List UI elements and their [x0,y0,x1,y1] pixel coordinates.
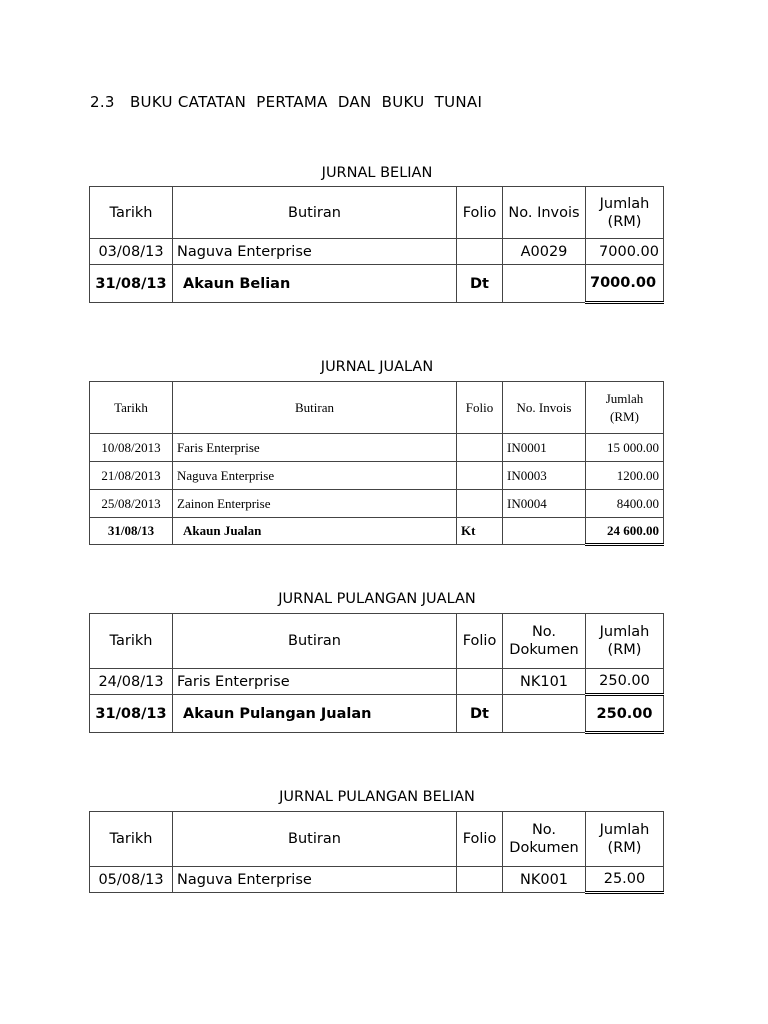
header-tarikh: Tarikh [90,614,173,669]
header-jumlah: Jumlah (RM) [586,812,664,867]
cell-butiran: Naguva Enterprise [173,867,457,893]
header-butiran: Butiran [173,382,457,434]
cell-folio [457,434,503,462]
cell-tarikh: 05/08/13 [90,867,173,893]
total-invois [503,265,586,303]
cell-jumlah: 250.00 [586,669,664,695]
cell-tarikh: 25/08/2013 [90,490,173,518]
total-tarikh: 31/08/13 [90,518,173,545]
total-row [90,695,664,733]
header-folio: Folio [457,614,503,669]
header-tarikh: Tarikh [90,187,173,239]
cell-tarikh: 10/08/2013 [90,434,173,462]
header-folio: Folio [457,187,503,239]
cell-tarikh: 21/08/2013 [90,462,173,490]
cell-dokumen: NK001 [503,867,586,893]
table-row [90,867,664,893]
header-invois: No. Invois [503,382,586,434]
journal-table-pulangan-belian [89,811,664,894]
table-row [90,490,664,518]
cell-jumlah: 25.00 [586,867,664,893]
total-folio: Kt [457,518,503,545]
total-butiran: Akaun Jualan [173,518,457,545]
journal-table-pulangan-jualan [89,613,664,734]
cell-dokumen: NK101 [503,669,586,695]
cell-butiran: Naguva Enterprise [173,462,457,490]
cell-jumlah: 8400.00 [586,490,664,518]
cell-jumlah: 7000.00 [586,239,664,265]
journal-table-jualan [89,381,664,546]
cell-butiran: Naguva Enterprise [173,239,457,265]
cell-jumlah: 1200.00 [586,462,664,490]
cell-butiran: Faris Enterprise [173,434,457,462]
cell-tarikh: 24/08/13 [90,669,173,695]
header-jumlah: Jumlah (RM) [586,187,664,239]
cell-invois: IN0001 [503,434,586,462]
total-jumlah: 7000.00 [586,265,664,303]
total-tarikh: 31/08/13 [90,265,173,303]
total-jumlah: 250.00 [586,695,664,733]
cell-folio [457,239,503,265]
cell-invois: IN0003 [503,462,586,490]
total-tarikh: 31/08/13 [90,695,173,733]
total-butiran: Akaun Belian [173,265,457,303]
journal-title-pulangan-jualan: JURNAL PULANGAN JUALAN [278,591,476,607]
header-butiran: Butiran [173,187,457,239]
total-folio: Dt [457,265,503,303]
cell-butiran: Zainon Enterprise [173,490,457,518]
header-jumlah-line1: Jumlah [605,390,644,406]
header-butiran: Butiran [173,812,457,867]
journal-title-belian: JURNAL BELIAN [321,165,433,181]
table-row [90,669,664,695]
total-row [90,265,664,303]
journal-table-belian [89,186,664,304]
header-folio: Folio [457,812,503,867]
cell-butiran: Faris Enterprise [173,669,457,695]
header-dokumen: No. Dokumen [503,812,586,867]
table-row [90,462,664,490]
header-jumlah: Jumlah (RM) [586,614,664,669]
cell-folio [457,490,503,518]
total-dokumen [503,695,586,733]
total-jumlah: 24 600.00 [586,518,664,545]
table-header-row [90,382,664,434]
header-jumlah [586,382,664,434]
table-row [90,239,664,265]
header-tarikh: Tarikh [90,382,173,434]
cell-folio [457,867,503,893]
cell-invois: A0029 [503,239,586,265]
table-row [90,434,664,462]
table-header-row [90,812,664,867]
total-folio: Dt [457,695,503,733]
cell-tarikh: 03/08/13 [90,239,173,265]
section-heading: 2.3 BUKU CATATAN PERTAMA DAN BUKU TUNAI [90,93,483,111]
cell-folio [457,462,503,490]
cell-jumlah: 15 000.00 [586,434,664,462]
journal-title-jualan: JURNAL JUALAN [320,359,434,375]
table-header-row [90,187,664,239]
total-invois [503,518,586,545]
header-invois: No. Invois [503,187,586,239]
cell-folio [457,669,503,695]
header-jumlah-line2: (RM) [610,408,639,424]
header-butiran: Butiran [173,614,457,669]
total-row [90,518,664,545]
cell-invois: IN0004 [503,490,586,518]
header-tarikh: Tarikh [90,812,173,867]
total-butiran: Akaun Pulangan Jualan [173,695,457,733]
header-folio: Folio [457,382,503,434]
journal-title-pulangan-belian: JURNAL PULANGAN BELIAN [279,789,475,805]
header-dokumen: No. Dokumen [503,614,586,669]
table-header-row [90,614,664,669]
